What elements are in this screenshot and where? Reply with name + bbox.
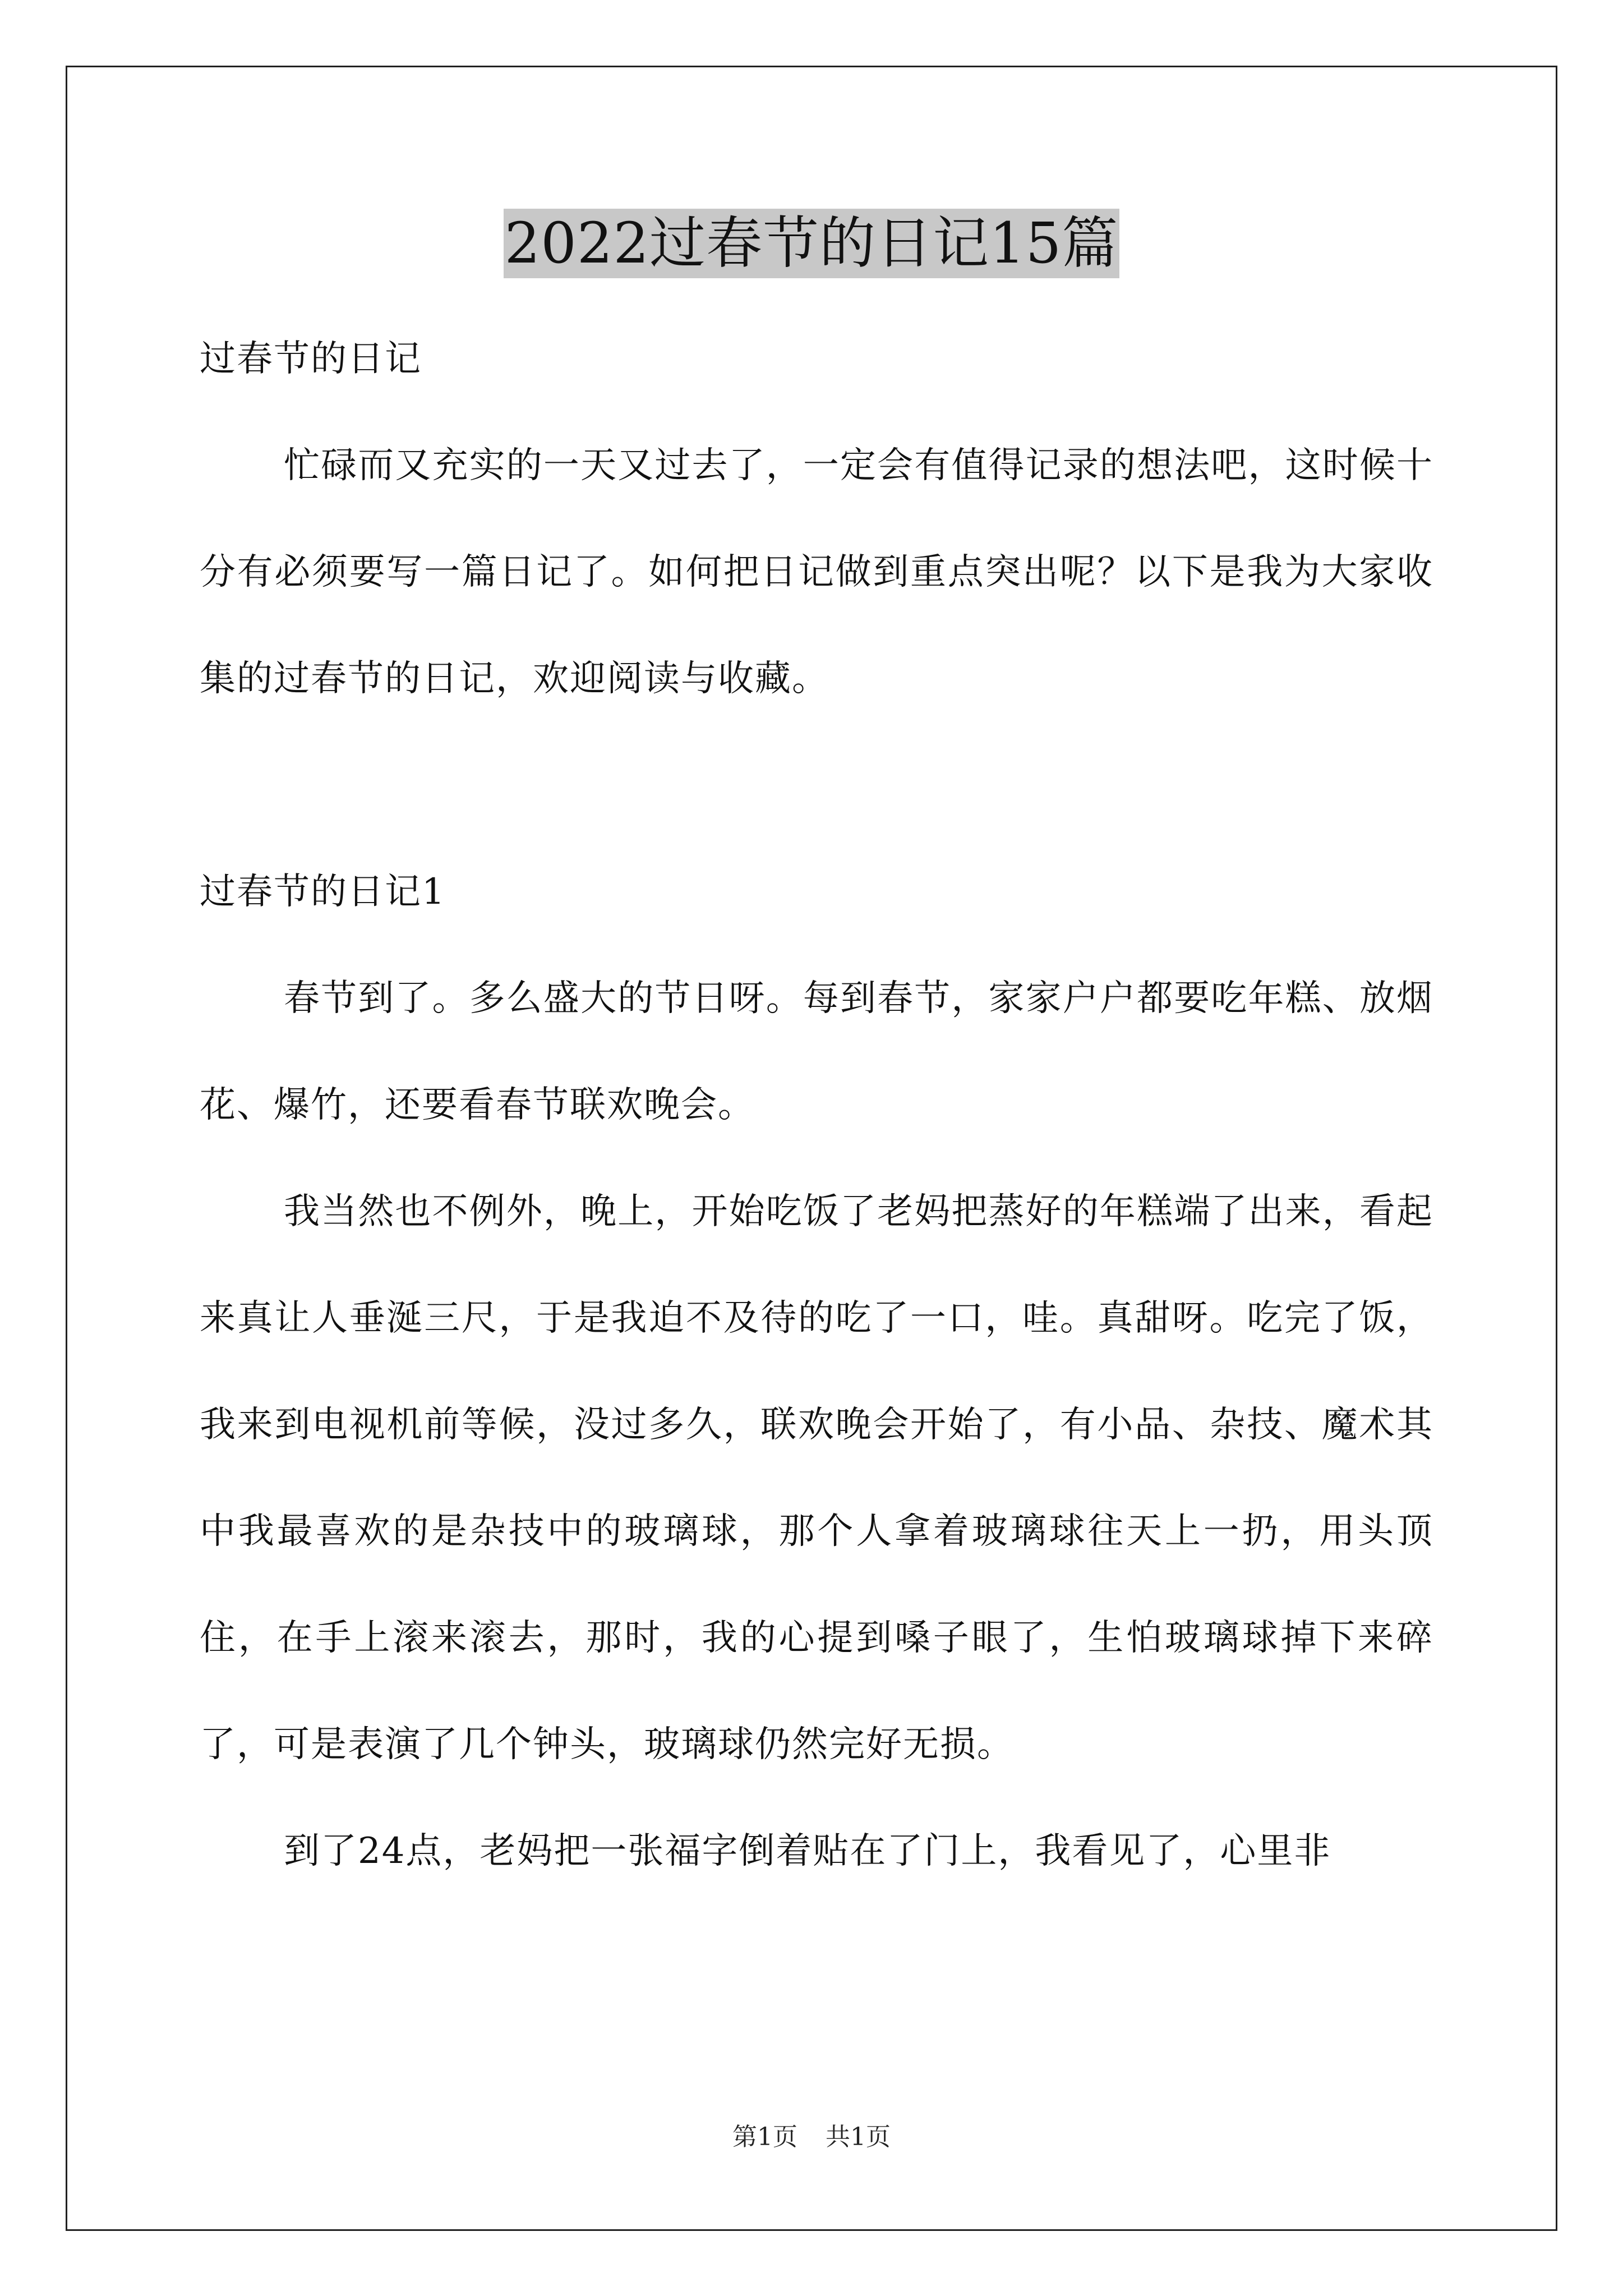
title-container <box>0 209 1623 278</box>
intro-paragraph: 忙碌而又充实的一天又过去了，一定会有值得记录的想法吧，这时候十分有必须要写一篇日记了。如何把日记做到重点突出呢？以下是我为大家收集的过春节的日记，欢迎阅读与收藏。 <box>200 445 1433 700</box>
intro-heading: 过春节的日记 <box>200 338 422 380</box>
page-number: 第1页 <box>732 2123 797 2151</box>
page-count: 共1页 <box>826 2123 891 2151</box>
section-heading: 过春节的日记1 <box>200 871 446 913</box>
page-footer <box>0 2120 1623 2154</box>
body-paragraph: 春节到了。多么盛大的节日呀。每到春节，家家户户都要吃年糕、放烟花、爆竹，还要看春节联欢晚会。 <box>200 978 1433 1126</box>
document-title: 2022过春节的日记15篇 <box>504 209 1120 278</box>
document-body <box>200 306 1433 1904</box>
body-paragraph: 到了24点，老妈把一张福字倒着贴在了门上，我看见了，心里非 <box>284 1830 1331 1872</box>
body-paragraph: 我当然也不例外，晚上，开始吃饭了老妈把蒸好的年糕端了出来，看起来真让人垂涎三尺，于是我迫不及待的吃了一口，哇。真甜呀。吃完了饭，我来到电视机前等候，没过多久，联欢晚会开始了，有小品、杂技、魔术其中我最喜欢的是杂技中的玻璃球，那个人拿着玻璃球往天上一扔，用头顶住，在手上滚来滚去，那时，我的心提到嗓子眼了，生怕玻璃球掉下来碎了，可是表演了几个钟头，玻璃球仍然完好无损。 <box>200 1191 1433 1765</box>
